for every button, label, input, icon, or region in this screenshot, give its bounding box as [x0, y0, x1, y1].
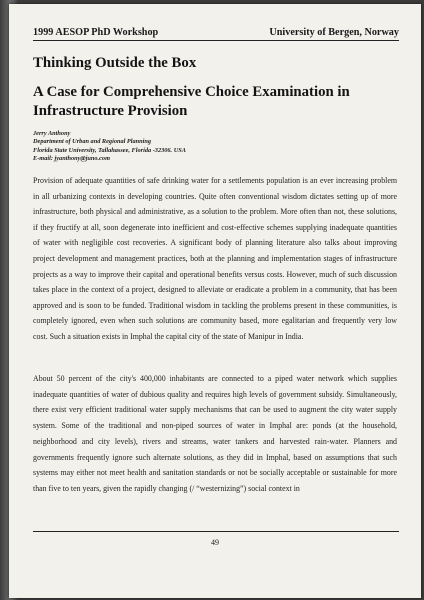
document-page — [9, 4, 421, 598]
author-name: Jerry Anthony — [33, 130, 71, 137]
running-header — [33, 27, 399, 41]
body-paragraph-2: About 50 percent of the city's 400,000 inhabitants are connected to a piped water network which supplies inadequate quantities of water of dubious quality and requires high levels of government subsidy. Simultaneously, there exist very efficient traditional water supply mechanisms that can be used to augment the city water supply system. Some of the traditional and non-piped sources of water in Imphal are: ponds (at the household, neighborhood and city levels), rivers and streams, water tankers and harvested rain-water. Planners and governments frequently ignore such alternate solutions, as they did in Imphal, based on assumptions that such systems may either not meet health and sanitation standards or not be socially acceptable or sustainable for more than five to ten years, given the rapidly changing (/ “westernizing”) social context in — [33, 374, 397, 493]
header-workshop: 1999 AESOP PhD Workshop — [33, 27, 159, 38]
paper-title: Thinking Outside the Box — [33, 55, 197, 71]
paper-subtitle: A Case for Comprehensive Choice Examination in Infrastructure Provision — [33, 84, 350, 119]
header-university: University of Bergen, Norway — [269, 27, 399, 38]
footer-rule — [33, 531, 399, 532]
author-block — [33, 130, 186, 163]
author-address: Florida State University, Tallahassee, Florida -32306. USA — [33, 146, 186, 154]
author-email: E-mail: jyanthony@juno.com — [33, 154, 110, 162]
body-paragraph-1: Provision of adequate quantities of safe drinking water for a settlements population is an ever increasing problem in all urbanizing contexts in developing countries. Quite often conventional wisdom dictates setting up of more infrastructure, both physical and administrative, as a solution to the problem. More often than not, these solutions, if they fructify at all, soon degenerate into inefficient and cost-effective schemes supplying inadequate quantities of water with negligible cost recoveries. A significant body of planning literature also talks about improving project development and management practices, both at the planning and implementation stages of infrastructure projects as a way to improve their capital and operational benefits versus costs. However, much of such discussion takes place in the context of a project, designed to alleviate or eradicate a problem in a community, that has been approved and is soon to be funded. Traditional wisdom in tackling the problems present in these communities, is completely ignored, even when such solutions are community based, more egalitarian and frequently very low cost. Such a situation exists in Imphal the capital city of the state of Manipur in India. — [33, 176, 397, 341]
page-number: 49 — [211, 538, 219, 547]
author-department: Department of Urban and Regional Planning — [33, 138, 152, 146]
